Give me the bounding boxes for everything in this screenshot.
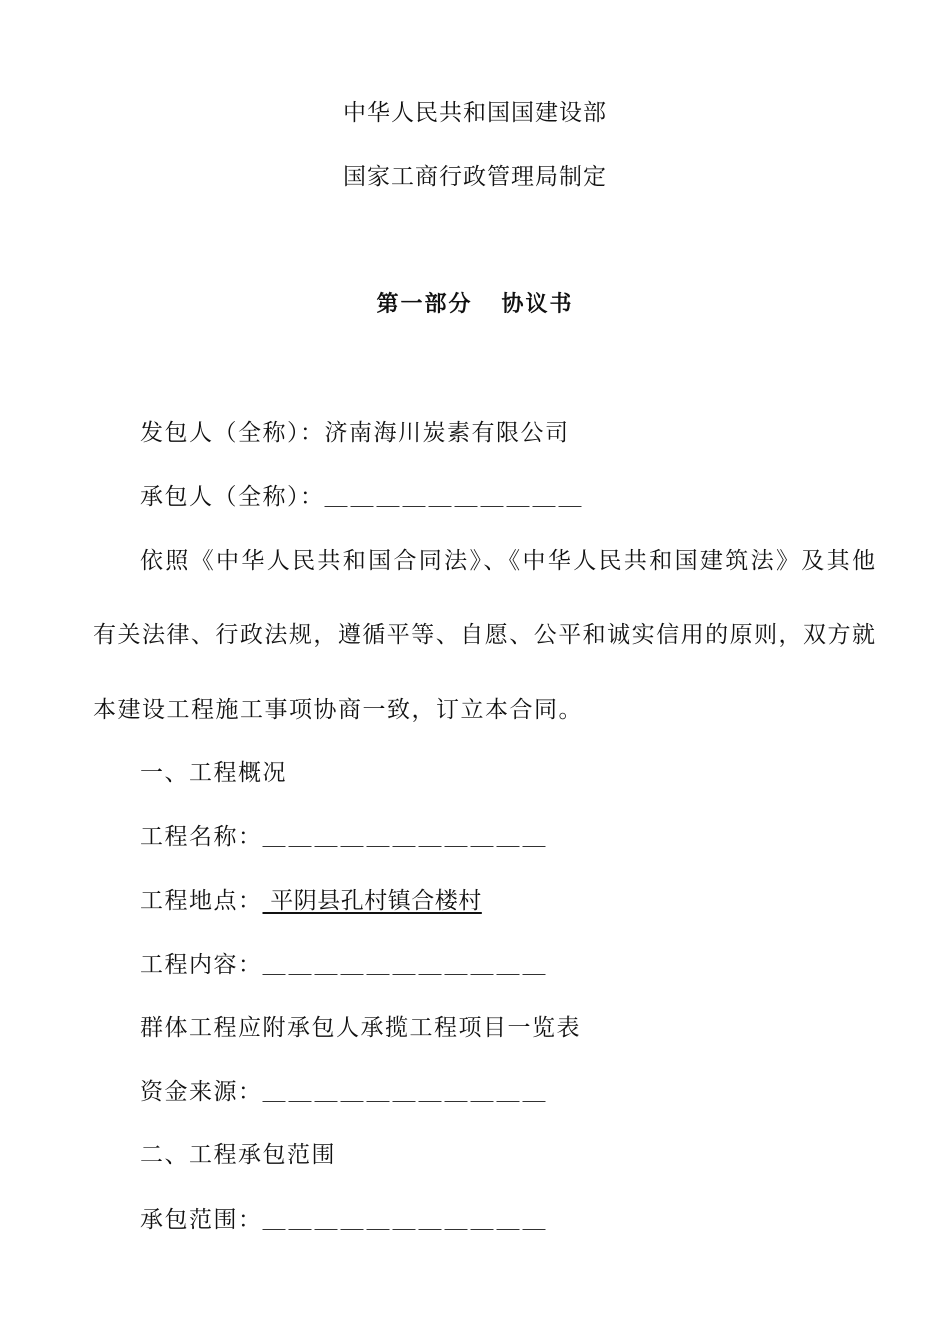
preamble-line-2: 有关法律、行政法规，遵循平等、自愿、公平和诚实信用的原则，双方就	[93, 622, 875, 648]
project-location-label: 工程地点：	[140, 888, 263, 914]
issuer-line-1: 中华人民共和国国建设部	[343, 100, 607, 126]
funding-line	[140, 1077, 549, 1107]
contractor-label: 承包人（全称）：	[140, 484, 325, 510]
project-content-line	[140, 950, 549, 980]
project-content-value: ＿＿＿＿＿＿＿＿＿＿＿	[262, 952, 549, 978]
issuer-line-2: 国家工商行政管理局制定	[343, 164, 607, 190]
preamble-line-3: 本建设工程施工事项协商一致，订立本合同。	[93, 697, 583, 723]
employer-value: 济南海川炭素有限公司	[324, 420, 570, 446]
contractor-line	[140, 482, 585, 512]
employer-label: 发包人（全称）：	[140, 420, 325, 446]
contractor-value: ＿＿＿＿＿＿＿＿＿＿	[324, 484, 585, 510]
project-name-label: 工程名称：	[140, 824, 263, 850]
scope-value: ＿＿＿＿＿＿＿＿＿＿＿	[262, 1207, 549, 1233]
group-project-note: 群体工程应附承包人承揽工程项目一览表	[140, 1015, 581, 1041]
scope-line	[140, 1205, 549, 1235]
employer-line	[140, 418, 570, 448]
funding-label: 资金来源：	[140, 1079, 263, 1105]
section2-heading: 二、工程承包范围	[140, 1142, 336, 1168]
preamble-line-1: 依照《中华人民共和国合同法》、《中华人民共和国建筑法》及其他	[140, 548, 875, 574]
project-content-label: 工程内容：	[140, 952, 263, 978]
funding-value: ＿＿＿＿＿＿＿＿＿＿＿	[262, 1079, 549, 1105]
scope-label: 承包范围：	[140, 1207, 263, 1233]
section-title: 第一部分 协议书	[376, 292, 574, 317]
project-name-line	[140, 822, 549, 852]
section1-heading: 一、工程概况	[140, 760, 287, 786]
project-location-line	[140, 886, 482, 916]
project-name-value: ＿＿＿＿＿＿＿＿＿＿＿	[262, 824, 549, 850]
project-location-value: 平阴县孔村镇合楼村	[262, 888, 482, 914]
